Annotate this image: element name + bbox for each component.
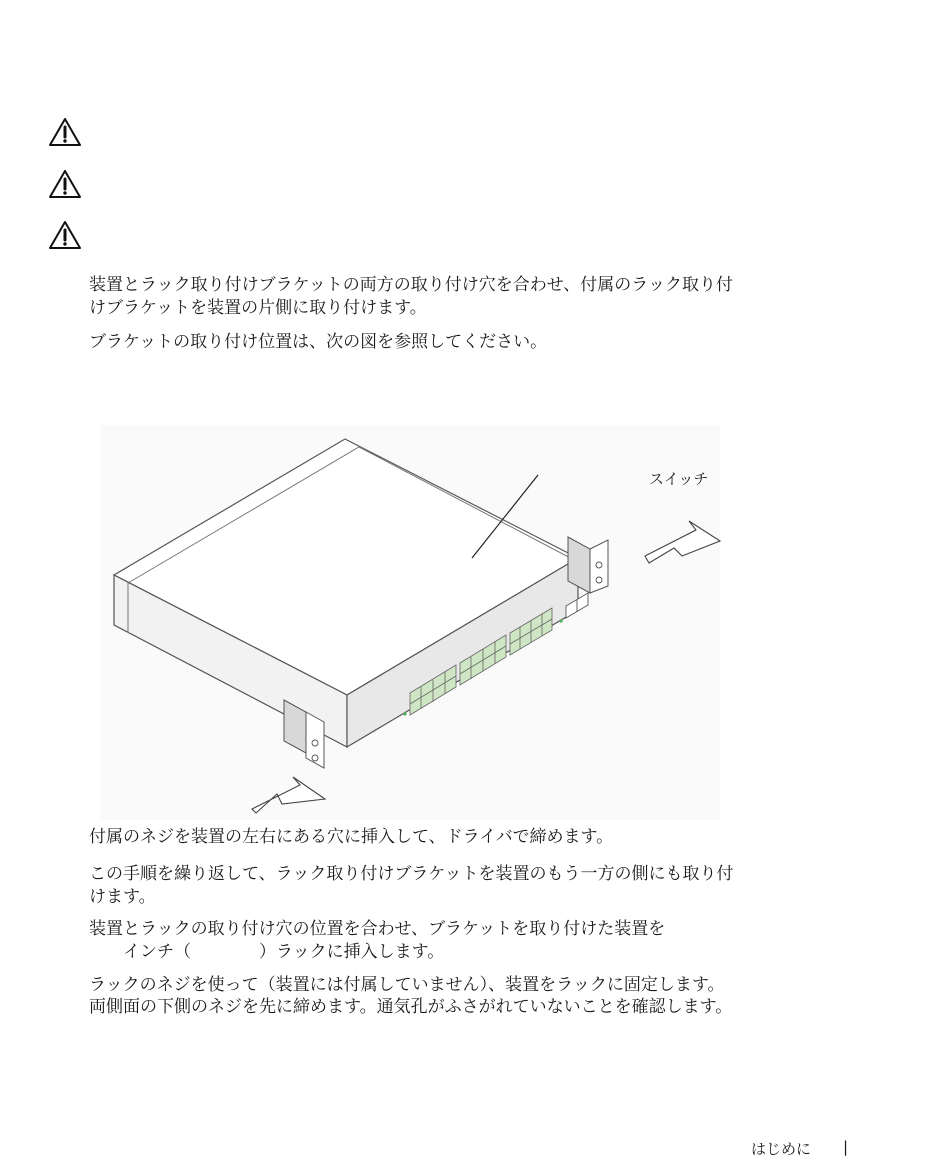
warning-icon (48, 117, 82, 147)
figure-reference-text: ブラケットの取り付け位置は、次の図を参照してください。 (89, 332, 548, 352)
rack-bracket-figure (100, 425, 740, 825)
insert-step-line-2: インチ（ ）ラックに挿入します。 (89, 942, 445, 962)
screw-step-text: 付属のネジを装置の左右にある穴に挿入して、ドライバで締めます。 (89, 827, 614, 847)
footer-section-title: はじめに (751, 1140, 812, 1158)
intro-paragraph-line-2: けブラケットを装置の片側に取り付けます。 (89, 298, 427, 318)
repeat-step-line-2: けます。 (89, 887, 156, 907)
warning-icon (48, 220, 82, 250)
insert-step-line-1: 装置とラックの取り付け穴の位置を合わせ、ブラケットを取り付けた装置を (89, 919, 666, 939)
secure-step-line-1: ラックのネジを使って（装置には付属していません）、装置をラックに固定します。 (89, 975, 725, 995)
switch-illustration (100, 425, 740, 825)
secure-step-line-2: 両側面の下側のネジを先に締めます。通気孔がふさがれていないことを確認します。 (89, 997, 733, 1017)
repeat-step-line-1: この手順を繰り返して、ラック取り付けブラケットを装置のもう一方の側にも取り付 (89, 864, 734, 884)
intro-paragraph-line-1: 装置とラック取り付けブラケットの両方の取り付け穴を合わせ、付属のラック取り付 (89, 275, 733, 295)
figure-callout-label: スイッチ (649, 470, 709, 488)
footer-separator: | (843, 1138, 849, 1156)
warning-icon (48, 169, 82, 199)
